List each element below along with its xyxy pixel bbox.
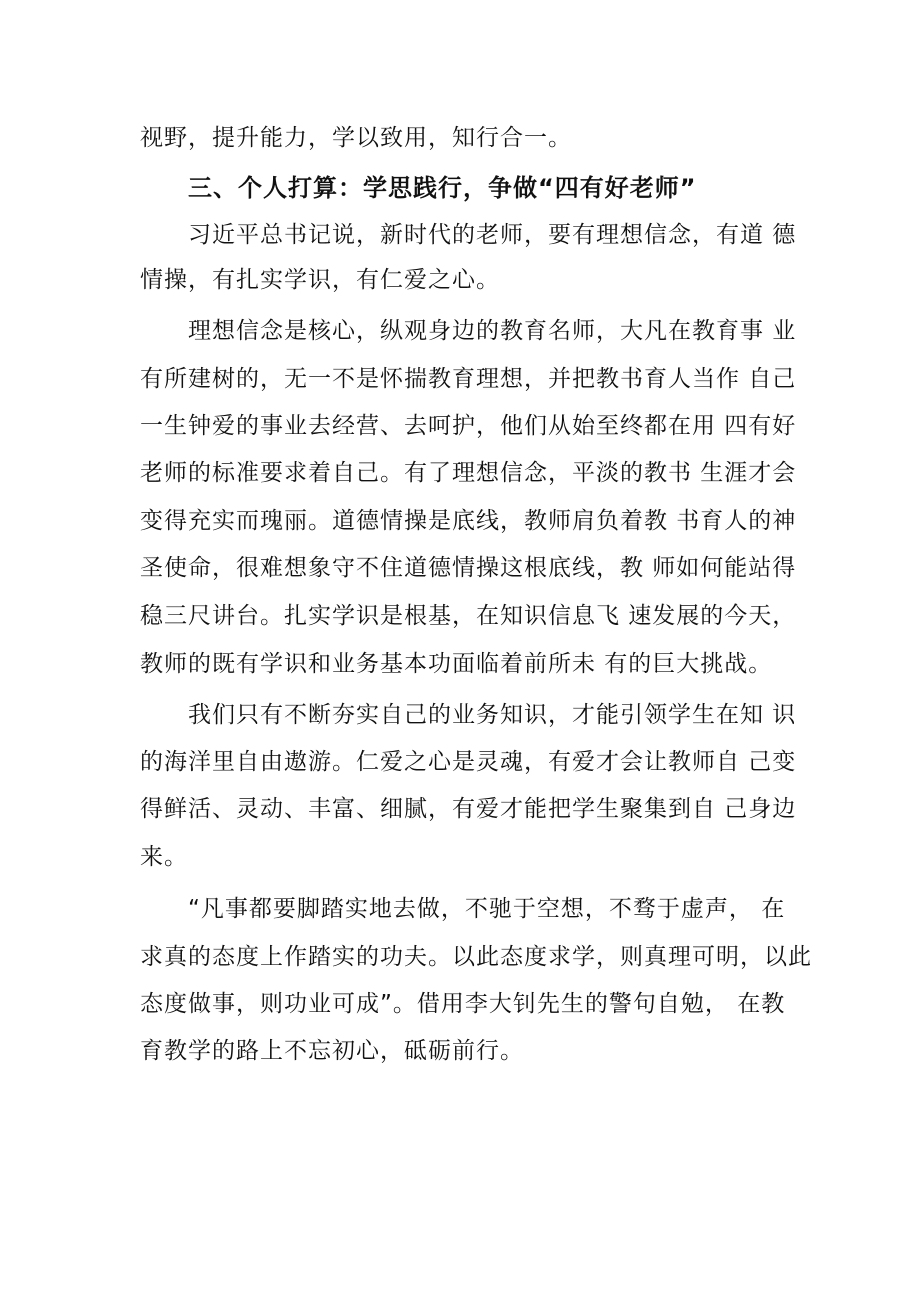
body-text-line: 变得充实而瑰丽。道德情操是底线，教师肩负着教 书育人的神 (140, 508, 797, 534)
body-text-line: 有所建树的，无一不是怀揣教育理想，并把教书育人当作 自己 (140, 366, 797, 392)
body-text-line: 一生钟爱的事业去经营、去呵护，他们从始至终都在用 四有好 (140, 413, 797, 439)
body-text-line: 圣使命，很难想象守不住道德情操这根底线，教 师如何能站得 (140, 555, 797, 581)
body-text-line: 我们只有不断夯实自己的业务知识，才能引领学生在知 识 (188, 702, 797, 728)
body-text-line: 情操，有扎实学识，有仁爱之心。 (140, 267, 500, 293)
quote-text-line: 态度做事，则功业可成”。借用李大钊先生的警句自勉， 在教 (140, 991, 786, 1017)
body-text-line: 得鲜活、灵动、丰富、细腻，有爱才能把学生聚集到自 己身边 (140, 796, 797, 822)
body-text-line: 老师的标准要求着自己。有了理想信念，平淡的教书 生涯才会 (140, 460, 797, 486)
body-text-line: 教师的既有学识和业务基本功面临着前所未 有的巨大挑战。 (140, 651, 773, 677)
body-text-line: 的海洋里自由遨游。仁爱之心是灵魂，有爱才会让教师自 己变 (140, 749, 797, 775)
quote-text-line: 求真的态度上作踏实的功夫。以此态度求学，则真理可明，以此 (140, 944, 812, 970)
body-text-line: 习近平总书记说，新时代的老师，要有理想信念，有道 德 (188, 222, 797, 248)
quote-text-line: “凡事都要脚踏实地去做，不驰于空想，不骛于虚声， 在 (188, 896, 786, 922)
body-text-line: 理想信念是核心，纵观身边的教育名师，大凡在教育事 业 (188, 318, 797, 344)
body-text-line: 来。 (140, 844, 188, 870)
body-text-line: 视野，提升能力，学以致用，知行合一。 (140, 125, 572, 151)
quote-text-line: 育教学的路上不忘初心，砥砺前行。 (140, 1038, 524, 1064)
body-text-line: 稳三尺讲台。扎实学识是根基，在知识信息飞 速发展的今天， (140, 603, 797, 629)
section-heading: 三、个人打算：学思践行，争做“四有好老师” (188, 174, 697, 202)
